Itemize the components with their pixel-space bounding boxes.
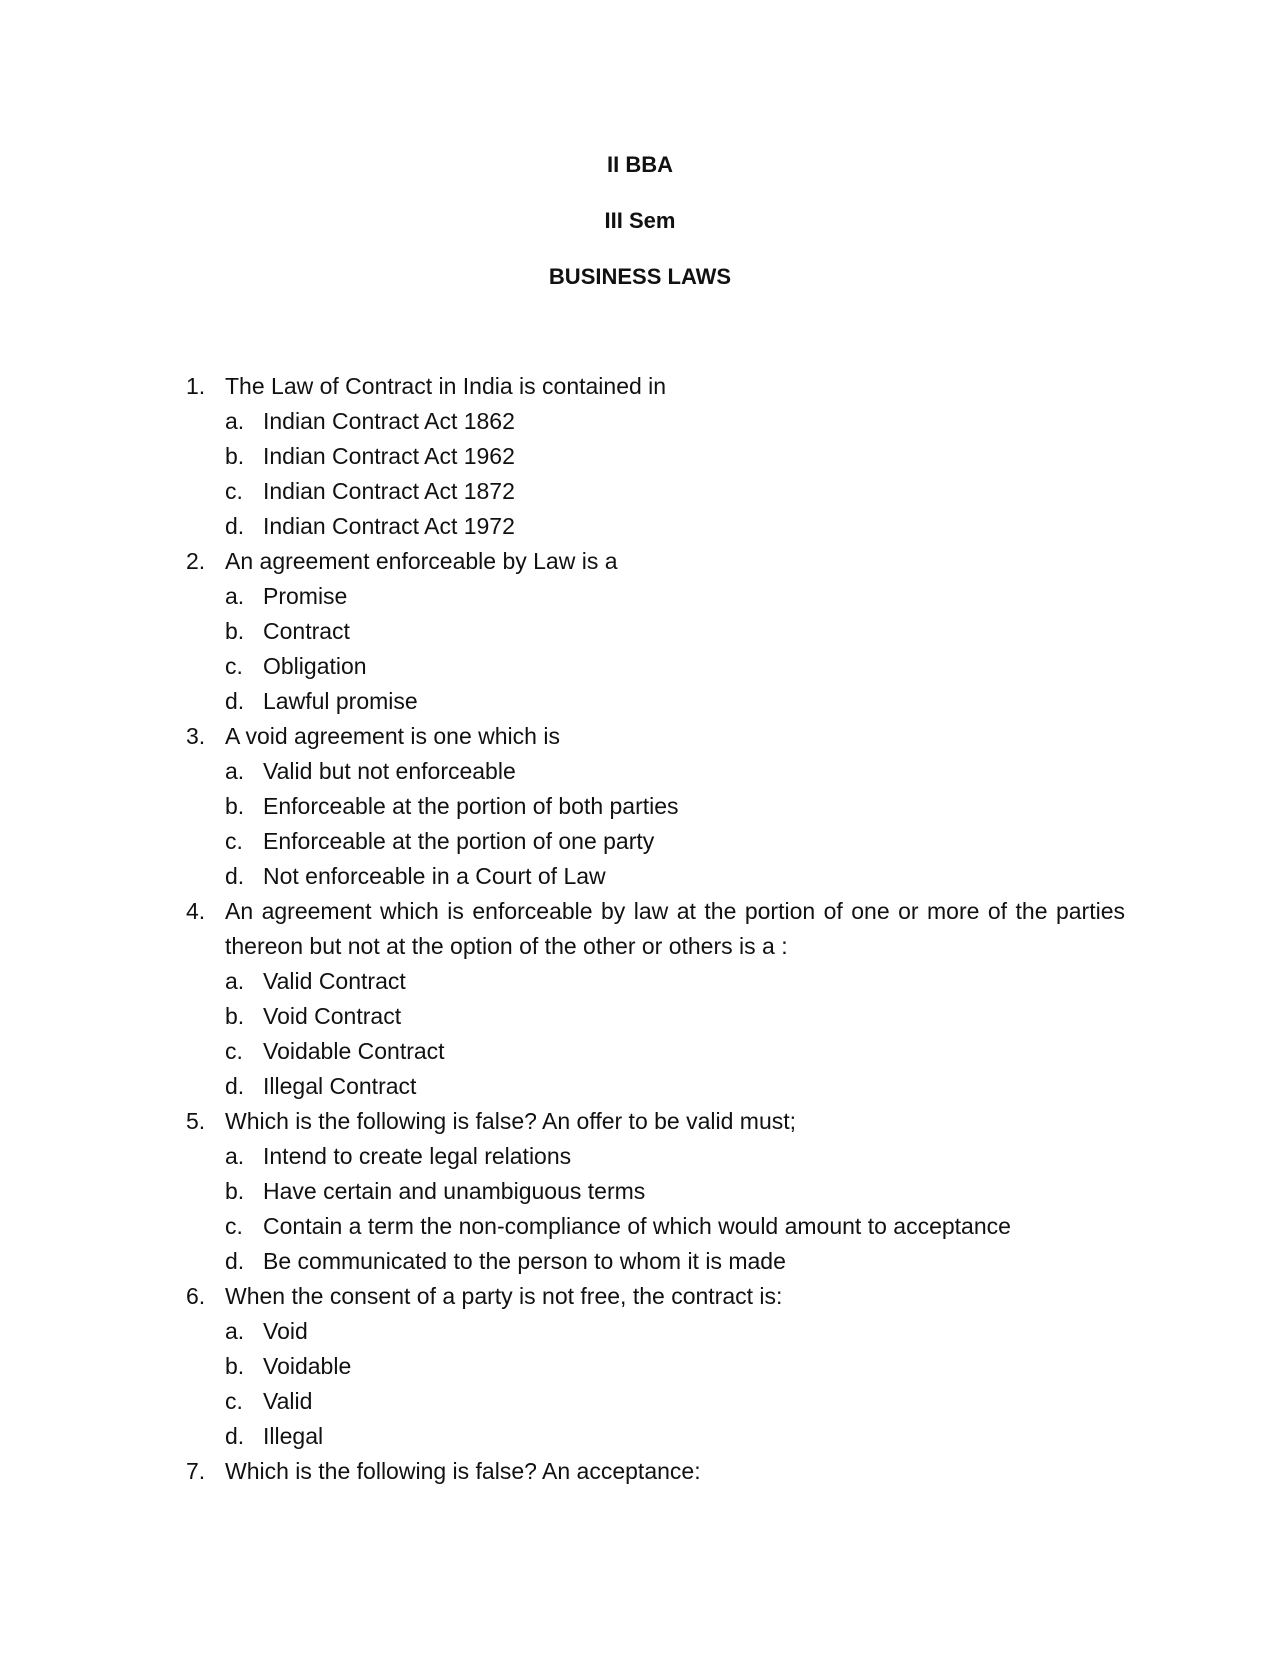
question-text-line-1: An agreement which is enforceable by law at the portion of one or more of the parties	[225, 898, 1125, 924]
semester-label: III Sem	[604, 208, 676, 233]
option-letter: a.	[225, 583, 245, 609]
option-letter: a.	[225, 1143, 245, 1169]
question-number: 1.	[186, 373, 206, 399]
option-letter: d.	[225, 1423, 245, 1449]
option-letter: c.	[225, 478, 243, 504]
question-number: 3.	[186, 723, 206, 749]
option-letter: c.	[225, 1038, 243, 1064]
question-text: When the consent of a party is not free, the contract is:	[225, 1283, 783, 1309]
question-number: 5.	[186, 1108, 206, 1134]
question-number: 6.	[186, 1283, 206, 1309]
option-text: Have certain and unambiguous terms	[263, 1178, 646, 1204]
option-text: Illegal Contract	[263, 1073, 417, 1099]
option-text: Voidable	[263, 1353, 352, 1379]
question-text: A void agreement is one which is	[225, 723, 560, 749]
option-letter: c.	[225, 1213, 243, 1239]
option-letter: b.	[225, 793, 245, 819]
question-text: Which is the following is false? An acceptance:	[225, 1458, 701, 1484]
option-text: Not enforceable in a Court of Law	[263, 863, 606, 889]
option-letter: c.	[225, 1388, 243, 1414]
option-letter: d.	[225, 1248, 245, 1274]
question-text: Which is the following is false? An offer to be valid must;	[225, 1108, 797, 1134]
option-text: Indian Contract Act 1872	[263, 478, 515, 504]
option-letter: d.	[225, 863, 245, 889]
option-text: Valid	[263, 1388, 313, 1414]
option-letter: a.	[225, 408, 245, 434]
option-text: Promise	[263, 583, 348, 609]
option-text: Valid Contract	[263, 968, 406, 994]
option-text: Enforceable at the portion of both parties	[263, 793, 679, 819]
option-text: Indian Contract Act 1972	[263, 513, 515, 539]
option-text: Valid but not enforceable	[263, 758, 516, 784]
option-text: Obligation	[263, 653, 367, 679]
class-label: II BBA	[607, 152, 673, 177]
question-number: 4.	[186, 898, 206, 924]
question-text-line-2: thereon but not at the option of the other or others is a :	[225, 933, 788, 959]
option-letter: b.	[225, 1353, 245, 1379]
option-letter: d.	[225, 1073, 245, 1099]
option-letter: b.	[225, 443, 245, 469]
option-text: Contain a term the non-compliance of which would amount to acceptance	[263, 1213, 1011, 1239]
option-letter: c.	[225, 828, 243, 854]
question-number: 2.	[186, 548, 206, 574]
option-text: Be communicated to the person to whom it is made	[263, 1248, 786, 1274]
option-text: Contract	[263, 618, 350, 644]
option-text: Void	[263, 1318, 308, 1344]
option-text: Indian Contract Act 1962	[263, 443, 515, 469]
option-text: Lawful promise	[263, 688, 418, 714]
option-letter: d.	[225, 688, 245, 714]
option-text: Indian Contract Act 1862	[263, 408, 515, 434]
question-text: The Law of Contract in India is contained in	[225, 373, 667, 399]
subject-title: BUSINESS LAWS	[548, 264, 732, 289]
option-text: Voidable Contract	[263, 1038, 445, 1064]
option-letter: b.	[225, 618, 245, 644]
option-text: Illegal	[263, 1423, 324, 1449]
option-letter: b.	[225, 1178, 245, 1204]
option-letter: b.	[225, 1003, 245, 1029]
option-text: Void Contract	[263, 1003, 402, 1029]
option-text: Intend to create legal relations	[263, 1143, 572, 1169]
option-letter: d.	[225, 513, 245, 539]
option-letter: a.	[225, 758, 245, 784]
option-text: Enforceable at the portion of one party	[263, 828, 655, 854]
option-letter: a.	[225, 1318, 245, 1344]
option-letter: c.	[225, 653, 243, 679]
question-number: 7.	[186, 1458, 206, 1484]
option-letter: a.	[225, 968, 245, 994]
question-text: An agreement enforceable by Law is a	[225, 548, 618, 574]
